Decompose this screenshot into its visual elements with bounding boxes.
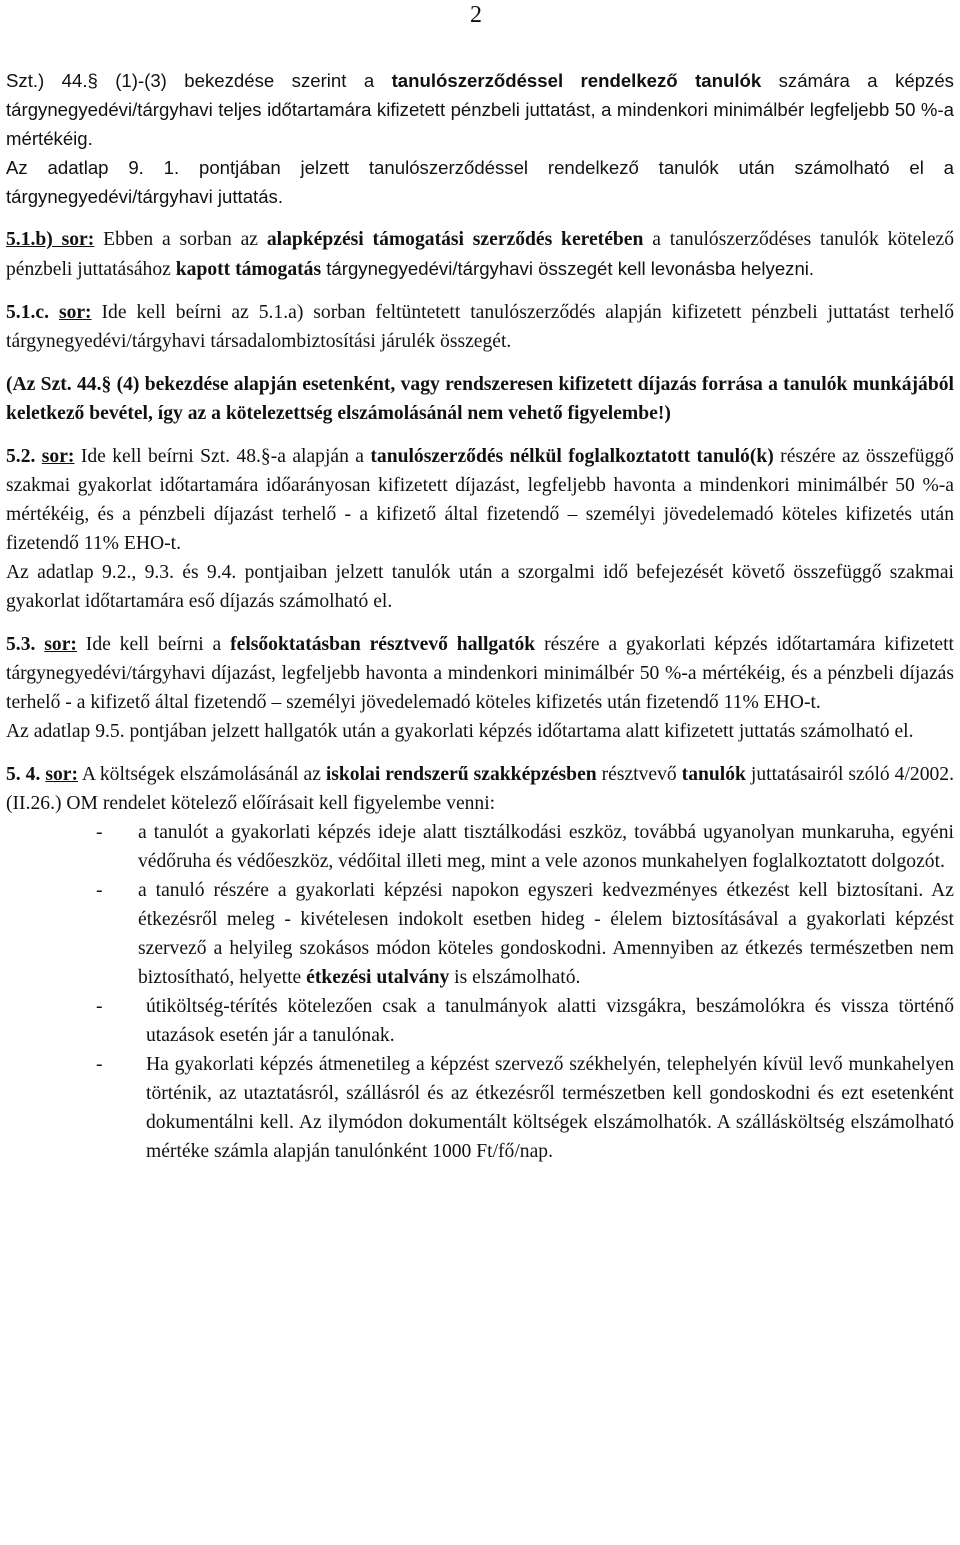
text-run: Ebben a sorban az — [94, 229, 267, 250]
text-run: résztvevő — [596, 764, 682, 785]
paragraph-row-5-1-c — [6, 298, 954, 356]
bold-text: iskolai rendszerű szakképzésben — [325, 764, 597, 785]
text-run: tárgynegyedévi/tárgyhavi összegét kell levonásba helyezni. — [321, 258, 815, 279]
row-heading: sor: — [45, 764, 78, 785]
bold-text: felsőoktatásban résztvevő hallgatók — [230, 634, 536, 655]
dash-marker: - — [96, 880, 103, 901]
text-run: Ide kell beírni a — [76, 634, 231, 655]
text-run: számára a képzés tárgynegyedévi/tárgyhavi teljes időtartamára kifizetett pénzbeli juttatást, a mindenkori minimálbér legfeljebb 50 %-a mértékéig. — [6, 70, 954, 149]
paragraph-note-szt-44-4 — [6, 370, 954, 428]
page-number: 2 — [470, 2, 482, 28]
list-item-text: útiköltség-térítés kötelezően csak a tanulmányok alatti vizsgákra, beszámolókra és vissza történő utazások esetén jár a tanulónak. — [146, 996, 954, 1046]
list-item-text: is elszámolható. — [449, 967, 581, 988]
list-item-text: a tanulót a gyakorlati képzés ideje alatt tisztálkodási eszköz, továbbá ugyanolyan munkaruha, egyéni védőruha és védőeszköz, védőital illeti meg, mint a vele azonos munkahelyen foglalkoztatott dolgozót. — [138, 822, 954, 872]
list-item — [6, 876, 954, 992]
bold-text: alapképzési támogatási szerződés keretében — [266, 229, 644, 250]
dash-marker: - — [96, 822, 103, 843]
paragraph-adatlap-9-2: Az adatlap 9.2., 9.3. és 9.4. pontjaiban jelzett tanulók után a szorgalmi idő befejezését követő összefüggő szakmai gyakorlat időtartamára eső díjazás számolható el. — [6, 562, 954, 612]
bold-text: étkezési utalvány — [306, 967, 450, 988]
row-number: 5.2. — [6, 446, 36, 467]
list-item-text: a tanuló részére a gyakorlati képzési napokon egyszeri kedvezményes étkezést kell biztosítani. Az étkezésről meleg - kivételesen indokolt esetben hideg - élelem biztosításával a gyakorlati képzést szervező a helyileg szokásos módon köteles gondoskodni. Amennyiben az étkezés természetben nem biztosítható, helyette — [138, 880, 954, 988]
row-heading: 5.1.b) sor: — [6, 229, 95, 250]
dash-marker: - — [96, 1054, 103, 1075]
row-number: 5.3. — [6, 634, 36, 655]
paragraph-row-5-1-b — [6, 225, 954, 284]
paragraph-row-5-2 — [6, 442, 954, 558]
document-body — [6, 66, 954, 1166]
text-run: A költségek elszámolásánál az — [77, 764, 326, 785]
bold-text: kapott támogatás — [175, 259, 322, 280]
row-number: 5. 4. — [6, 764, 41, 785]
text-run: részére a gyakorlati képzés időtartamára kifizetett tárgynegyedévi/tárgyhavi díjazást, legfeljebb havonta a mindenkori minimálbér 50 %-a mértékéig, és a pénzbeli díjazás terhelő - a kifizető által fizetendő – személyi jövedelemadó köteles kifizetés után fizetendő 11% EHO-t. — [6, 634, 954, 713]
row-heading: sor: — [58, 302, 92, 323]
paragraph-adatlap-9-1: Az adatlap 9. 1. pontjában jelzett tanulószerződéssel rendelkező tanulók után számolható el a tárgynegyedévi/tárgyhavi juttatás. — [6, 157, 954, 207]
list-item — [6, 818, 954, 876]
text-run: a tanulószerződéses tanulók kötelező pénzbeli juttatásához — [6, 229, 955, 280]
row-number: 5.1.c. — [6, 302, 49, 323]
row-heading: sor: — [41, 446, 75, 467]
list-item — [6, 992, 954, 1050]
bold-text: (Az Szt. 44.§ (4) bekezdése alapján esetenként, vagy rendszeresen kifizetett díjazás forrása a tanulók munkájából keletkező bevétel, így az a kötelezettség elszámolásánál nem vehető figyelembe!) — [6, 374, 954, 424]
paragraph-szt-44 — [6, 66, 954, 153]
row-heading: sor: — [44, 634, 77, 655]
text-run: részére az összefüggő szakmai gyakorlat időtartamára időarányosan kifizetett díjazást, legfeljebb havonta a mindenkori minimálbér 50 %-a mértékéig, és a pénzbeli díjazást terhelő - a kifizető által fizetendő – személyi jövedelemadó köteles kifizetés után fizetendő 11% EHO-t. — [6, 446, 954, 554]
dash-marker: - — [96, 996, 103, 1017]
list-item — [6, 1050, 954, 1166]
bold-text: tanulószerződés nélkül foglalkoztatott tanuló(k) — [370, 446, 774, 467]
paragraph-adatlap-9-5: Az adatlap 9.5. pontjában jelzett hallgatók után a gyakorlati képzés időtartama alatt kifizetett juttatás számolható el. — [6, 721, 914, 742]
bold-text: tanulók — [681, 764, 746, 785]
text-run: juttatásairól szóló 4/2002.(II.26.) OM rendelet kötelező előírásait kell figyelembe venni: — [6, 764, 954, 814]
requirements-list — [6, 818, 954, 1166]
paragraph-row-5-4 — [6, 760, 954, 818]
bold-text: tanulószerződéssel rendelkező tanulók — [391, 70, 762, 91]
list-item-text: Ha gyakorlati képzés átmenetileg a képzést szervező székhelyén, telephelyén kívül levő munkahelyen történik, az utaztatásról, szállásról és az étkezésről természetben kell gondoskodni és ezt esetenként dokumentálni kell. Az ilymódon dokumentált költségek elszámolhatók. A szállásköltség elszámolható mértéke számla alapján tanulónként 1000 Ft/fő/nap. — [146, 1054, 954, 1162]
paragraph-row-5-3 — [6, 630, 954, 717]
text-run: Ide kell beírni az 5.1.a) sorban feltüntetett tanulószerződés alapján kifizetett pénzbeli juttatást terhelő tárgynegyedévi/tárgyhavi társadalombiztosítási járulék összegét. — [6, 302, 955, 352]
text-run: Szt.) 44.§ (1)-(3) bekezdése szerint a — [6, 70, 392, 91]
text-run: Ide kell beírni Szt. 48.§-a alapján a — [74, 446, 371, 467]
